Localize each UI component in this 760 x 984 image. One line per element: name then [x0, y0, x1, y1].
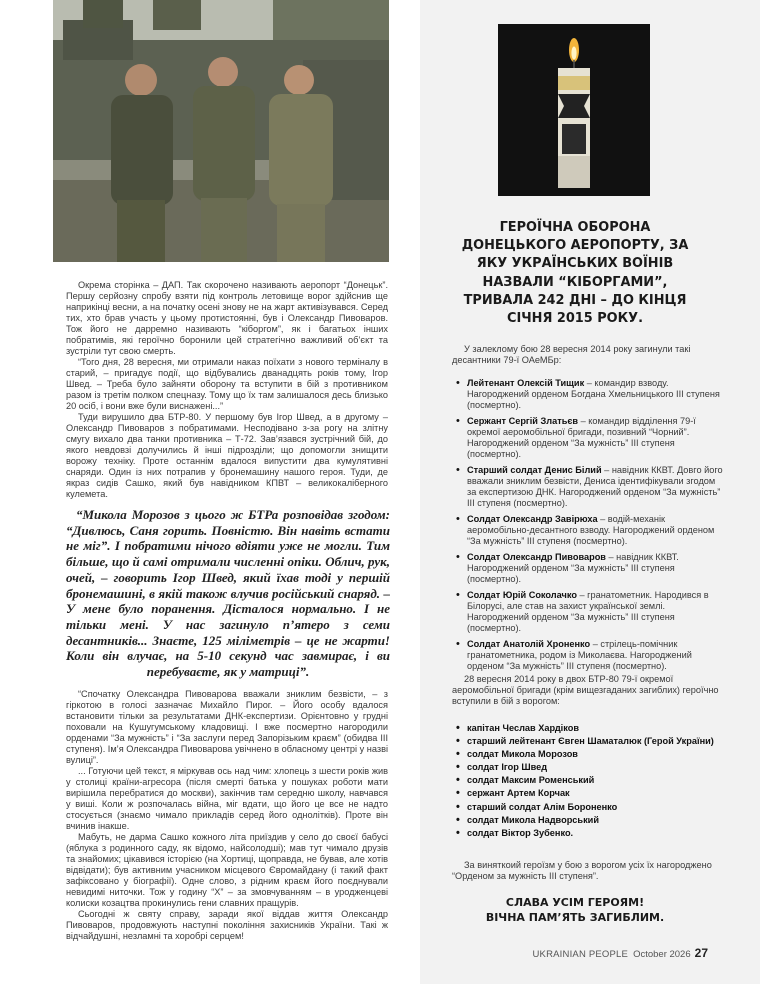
battle-participants-intro	[452, 674, 724, 707]
soldier-name: Лейтенант Олексій Тищик	[467, 378, 585, 388]
article-paragraph: Мабуть, не дарма Сашко кожного літа приїздив у село до своєї бабусі (яблука з родинного саду, як відомо, найсолодші); мав тут чимало друзів та знайомих; цікавився історією (на Хортиці, щоправда, не бував, але хотів відвідати); був активним учасником місцевого Євромайдану (і такий факт зафіксовано у біографії). Одне слово, з рідним краєм його поєднували невидимі ниточки. Тож у годину “Х” – за змовчуванням – в уродженцеві колиски козацтва прокинулись гени славних пращурів.	[66, 832, 388, 908]
soldier-description: – водій-механік аеромобільно-десантного взводу. Нагороджений орденом “За мужність” III ступеня (посмертно).	[467, 514, 715, 546]
end-text: За виняткоий героїзм у бою з ворогом усіх їх нагороджено “Орденом за мужність III ступеня”.	[452, 860, 712, 881]
fallen-soldiers-list	[456, 378, 724, 677]
list-item	[456, 378, 724, 411]
article-text-part2	[66, 689, 388, 942]
list-item: • солдат Віктор Зубенко.	[456, 828, 724, 839]
list-item: • солдат Микола Надворський	[456, 815, 724, 826]
list-item	[456, 465, 724, 509]
soldier-description: – навідник ККВТ. Довго його вважали зниклим безвісти, Дениса ідентифікували згодом за експертизою ДНК. Нагороджений орденом “За мужність” III ступеня (посмертно).	[467, 465, 723, 508]
list-item	[456, 514, 724, 547]
slogan-line-1: СЛАВА УСІМ ГЕРОЯМ!	[505, 896, 645, 909]
article-paragraph: “Спочатку Олександра Пивоварова вважали зниклим безвісти, – з гіркотою в голосі зазначає Михайло Пирог. – Його особу вдалося встановити тільки за результатами ДНК-експертизи. Орієнтовно у грудні поховали на Кушугумському кладовищі. І вже посмертно нагородили орденами “За мужність” і “За заслуги перед Запорізьким краєм” (обидва III ступеня). Ім’я Олександра Пивоварова увічнено в обласному центрі у назві вулиці”.	[66, 689, 388, 765]
battle-participants-list	[456, 723, 724, 841]
list-item: • сержант Артем Корчак	[456, 788, 724, 799]
memorial-candle-image	[498, 24, 650, 196]
article-paragraph: ... Готуючи цей текст, я міркував ось над чим: хлопець з шести років жив у столиці країни-агресора (після смерті батька у пошуках роботи мати вирішила перебратися до москви), закінчив там середню школу, навчався у виші. Коли ж розпочалась війна, міг вдати, що його це все не надто стосується (знаємо чимало прикладів серед його однолітків). Проте він вчинив інакше.	[66, 766, 388, 831]
slogan-line-2: ВІЧНА ПАМ’ЯТЬ ЗАГИБЛИМ.	[485, 911, 665, 924]
intro-text: У залеклому бою 28 вересня 2014 року загинули такі десантники 79-ї ОАеМБр:	[452, 344, 691, 365]
memorial-sidebar	[420, 0, 760, 984]
article-paragraph: Окрема сторінка – ДАП. Так скорочено називають аеропорт “Донецьк”. Першу серйозну спробу взяти під контроль летовище ворог здійснив ще наприкінці весни, а на початку осені знову не на жарт активізувався. Серед тих, хто брав участь у цьому протистоянні, був і Олександр Пивоваров. Тож його не дарремно називають “кіборгом”, як і багатьох інших побратимів, які героїчно боронили цей стратегічно важливий об’єкт та зустріли тут свою смерть.	[66, 280, 388, 356]
fallen-intro	[452, 344, 724, 366]
list-item: • капітан Чеслав Хардіков	[456, 723, 724, 734]
article-paragraph: Туди вирушило два БТР-80. У першому був Ігор Швед, а в другому – Олександр Пивоваров з побратимами. Несподівано з-за рогу на злітну смугу вихало два танки противника – Т-72. Зав’язався зустрічний бій, до якого невдовзі долучились й інші підрозділи; що допомогли знищити ворожу техніку. Проте останнім вдалося випустити два кумулятивні снаряди. Один із них потрапив у бронемашину нашого героя. Туди, де якраз сидів Сашко, який був навідником КПВТ – великокаліберного кулемета.	[66, 412, 388, 499]
pull-quote: “Микола Морозов з цього ж БТРа розповідав згодом: “Дивлюсь, Саня горить. Повністю. Він навіть встати не міг”. І побратими нічого вдіяти уже не могли. Тим більше, що й самі отримали численні опіки. Облич, рук, очей, – говорить Ігор Швед, який їхав тоді у першій бронемашині, в якій також влучив російський снаряд. – У мене було поранення. Дісталося нормально. І не тільки мені. У нас загинуло п’ятеро з семи десантників... Знаєте, 125 міліметрів – це не жарти! Коли він влучає, на 5-10 секунд час завмирає, і ви перебуваєте, як у матриці”.	[66, 507, 390, 680]
page-footer	[532, 946, 708, 960]
page-number: 27	[694, 946, 708, 960]
article-paragraph: Сьогодні ж святу справу, заради якої віддав життя Олександр Пивоваров, продовжують наступні покоління захисників України. Такі ж відчайдушні, незламні та хоробрі серцем!	[66, 909, 388, 941]
soldier-description: – гранатометник. Народився в Білорусі, але став на захист української землі. Нагороджений орденом “За мужність” III ступеня (посмертно).	[467, 590, 709, 633]
soldiers-photo	[53, 0, 389, 262]
article-text-part1	[66, 280, 388, 500]
list-item: • солдат Микола Морозов	[456, 749, 724, 760]
soldier-name: Старший солдат Денис Білий	[467, 465, 602, 475]
list-item: • солдат Максим Роменський	[456, 775, 724, 786]
list-item: • старший лейтенант Євген Шаматалюк (Герой України)	[456, 736, 724, 747]
soldier-name: Солдат Юрій Соколачко	[467, 590, 577, 600]
soldier-description: – навідник ККВТ. Нагороджений орденом “За мужність” III ступеня (посмертно).	[467, 552, 679, 584]
soldier-name: Солдат Анатолій Хроненко	[467, 639, 591, 649]
list-item	[456, 552, 724, 585]
mid-text: 28 вересня 2014 року в двох БТР-80 79-ї окремої аеромобільної бригади (крім вищезгаданих загиблих) героїчно вступили в бій з ворогом:	[452, 674, 719, 706]
list-item	[456, 590, 724, 634]
memorial-headline: ГЕРОЇЧНА ОБОРОНА ДОНЕЦЬКОГО АЕРОПОРТУ, ЗА ЯКУ УКРАЇНСЬКИХ ВОЇНІВ НАЗВАЛИ “КІБОРГАМИ”, ТРИВАЛА 242 ДНІ – ДО КІНЦЯ СІЧНЯ 2015 РОКУ.	[461, 220, 689, 327]
list-item	[456, 639, 724, 672]
soldier-description: – командир взводу. Нагороджений орденом Богдана Хмельницького III ступеня (посмертно).	[467, 378, 720, 410]
magazine-name: UKRAINIAN PEOPLE	[532, 949, 629, 960]
soldier-name: Сержант Сергій Златьєв	[467, 416, 579, 426]
issue-date: October 2026	[633, 949, 691, 960]
list-item: • старший солдат Алім Бороненко	[456, 802, 724, 813]
glory-slogan	[454, 895, 696, 925]
soldier-description: – стрілець-помічник гранатометника, родом із Миколаєва. Нагороджений орденом “За мужність” III ступеня (посмертно).	[467, 639, 692, 671]
soldier-description: – командир відділення 79-ї окремої аеромобільної бригади, позивний “Чорний”. Нагороджений орденом “За мужність” III ступеня (посмертно).	[467, 416, 696, 459]
article-paragraph: “Того дня, 28 вересня, ми отримали наказ поїхати з нового терміналу в старий, – пригадує події, що відбувались дванадцять років тому, Ігор Швед. – Треба було зайняти оборону та вступити в бій з противником разом із третім полком спецназу. Тому що їх там залишалося десь близько 20 осіб, і вони вже були виснажені...”	[66, 357, 388, 411]
soldier-name: Солдат Олександр Пивоваров	[467, 552, 606, 562]
list-item	[456, 416, 724, 460]
award-note	[452, 860, 724, 882]
list-item: • солдат Ігор Швед	[456, 762, 724, 773]
soldier-name: Солдат Олександр Завірюха	[467, 514, 598, 524]
